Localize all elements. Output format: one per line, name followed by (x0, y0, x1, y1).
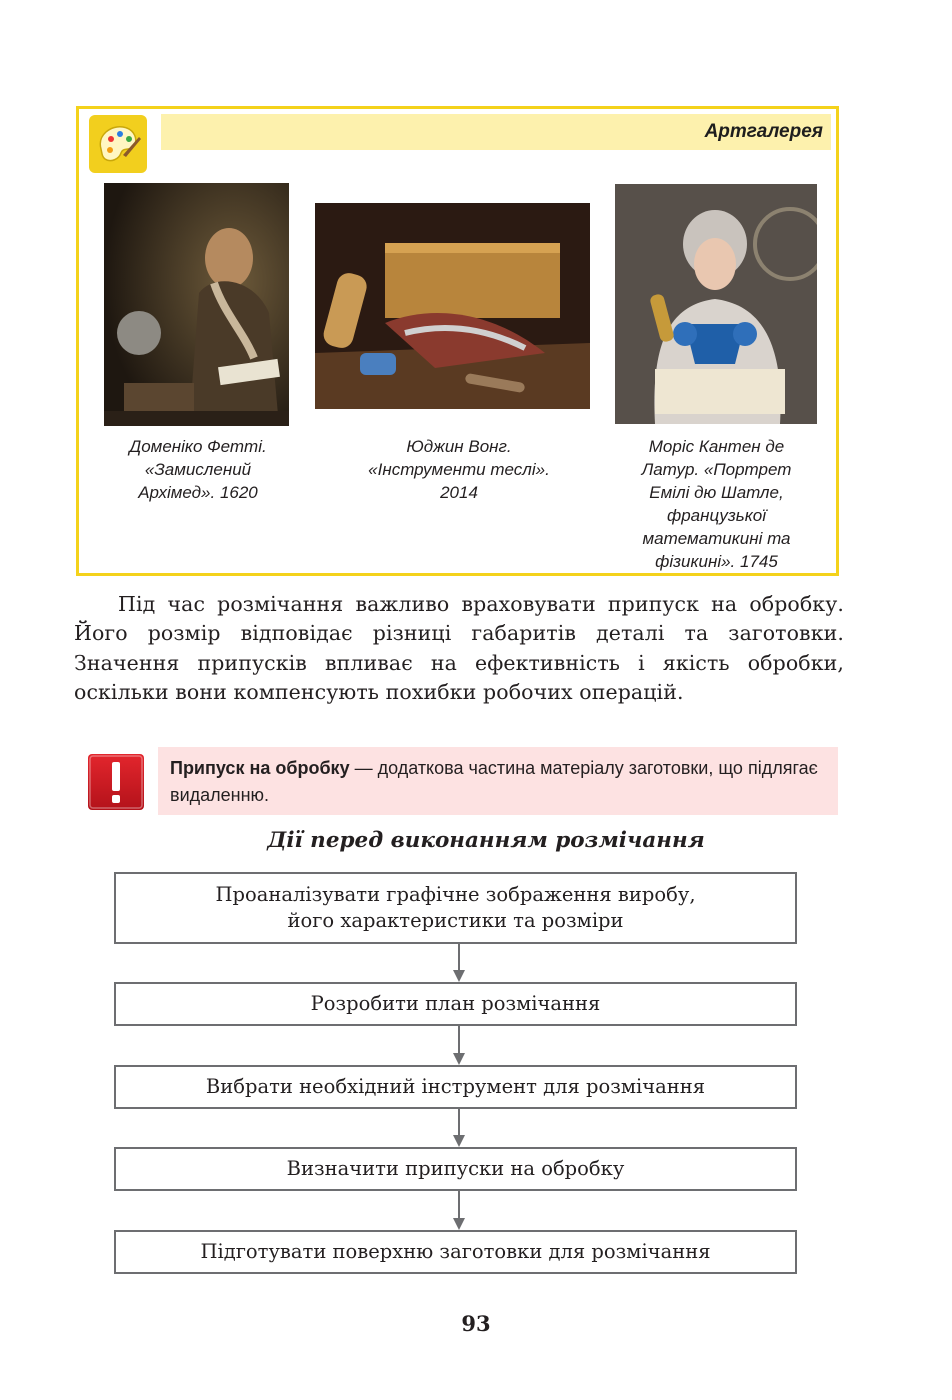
gallery-title: Артгалерея (704, 121, 823, 142)
definition-term: Припуск на обробку (170, 758, 350, 778)
flowchart-title: Дії перед виконанням розмічання (267, 828, 705, 853)
caption-emilie-du-chatelet: Моріс Кантен де Латур. «Портрет Емілі дю Шатле, французької математикині та фізикині». 1745 (641, 437, 792, 571)
flow-step-3-label: Вибрати необхідний інструмент для розмічання (205, 1075, 706, 1098)
flow-step-5 (114, 1230, 797, 1274)
flow-step-4 (114, 1147, 797, 1191)
flow-step-1-label: Проаналізувати графічне зображення виробу, його характеристики та розміри (215, 883, 696, 932)
flow-step-2 (114, 982, 797, 1026)
flow-step-3 (114, 1065, 797, 1109)
paragraph-text: Під час розмічання важливо враховувати припуск на обробку. Його розмір відповідає різниці габаритів деталі та заготовки. Значення припусків впливає на ефективність і якість обробки, оскільки вони компенсують похибки робочих операцій. (74, 592, 844, 704)
flow-step-5-label: Підготувати поверхню заготовки для розмічання (200, 1240, 711, 1263)
flow-step-4-label: Визначити припуски на обробку (286, 1157, 625, 1180)
caption-carpenter-tools: Юджин Вонг. «Інструменти теслі». 2014 (368, 437, 550, 502)
flow-step-1 (114, 872, 797, 944)
flow-step-2-label: Розробити план розмічання (310, 992, 601, 1015)
caption-archimedes: Доменіко Фетті. «Замислений Архімед». 1620 (129, 437, 267, 502)
page-number: 93 (461, 1311, 491, 1336)
definition-text: — додаткова частина матеріалу заготовки, що підлягає видаленню. (170, 758, 818, 805)
